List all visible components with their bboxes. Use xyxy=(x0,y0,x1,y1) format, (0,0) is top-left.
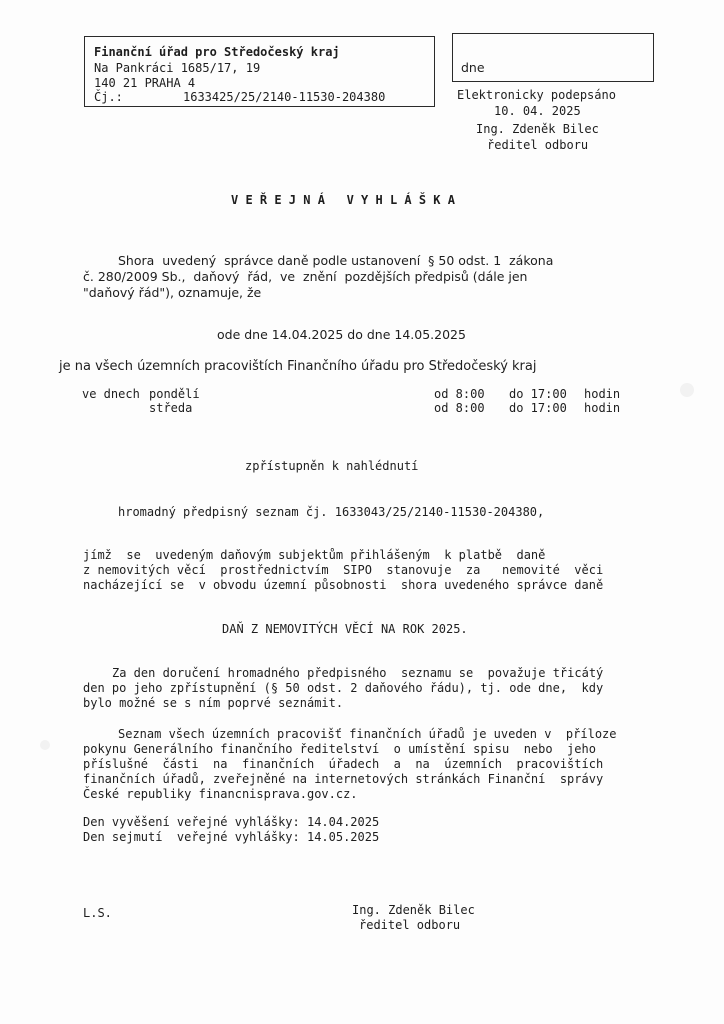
intro-line-2: č. 280/2009 Sb., daňový řád, ve znění pozdějších předpisů (dále jen xyxy=(83,269,528,284)
date-label: dne xyxy=(461,60,485,75)
reference-label: Čj.: xyxy=(94,90,123,104)
intro-line-1: Shora uvedený správce daně podle ustanovení § 50 odst. 1 zákona xyxy=(118,253,554,268)
schedule-to-monday: do 17:00 xyxy=(509,387,567,401)
list-info-line-3: příslušné části na finančních úřadech a na územních pracovištích xyxy=(83,757,604,771)
seal-mark: L.S. xyxy=(83,906,112,920)
schedule-to-wednesday: do 17:00 xyxy=(509,401,567,415)
schedule-unit-wednesday: hodin xyxy=(584,401,621,415)
signed-electronically: Elektronicky podepsáno xyxy=(457,88,616,102)
schedule-unit-monday: hodin xyxy=(584,387,621,401)
availability-period: ode dne 14.04.2025 do dne 14.05.2025 xyxy=(217,327,466,342)
removed-date: Den sejmutí veřejné vyhlášky: 14.05.2025 xyxy=(83,830,380,844)
description-line-2: z nemovitých věcí prostřednictvím SIPO stanovuje za nemovité věci xyxy=(83,563,604,577)
office-street: Na Pankráci 1685/17, 19 xyxy=(94,61,261,75)
scan-spot xyxy=(40,740,50,750)
delivery-line-3: bylo možné se s ním poprvé seznámit. xyxy=(83,696,344,710)
scan-spot xyxy=(680,383,694,397)
intro-line-3: "daňový řád"), oznamuje, že xyxy=(83,285,262,300)
office-city: 140 21 PRAHA 4 xyxy=(94,76,196,90)
list-reference: hromadný předpisný seznam čj. 1633043/25/2140-11530-204380, xyxy=(118,505,545,519)
schedule-from-wednesday: od 8:00 xyxy=(434,401,485,415)
list-info-line-1: Seznam všech územních pracovišť finančních úřadů je uveden v příloze xyxy=(118,727,617,741)
list-info-line-2: pokynu Generálního finančního ředitelství o umístění spisu nebo jeho xyxy=(83,742,596,756)
footer-signer-title: ředitel odboru xyxy=(359,918,461,932)
delivery-line-2: den po jeho zpřístupnění (§ 50 odst. 2 daňového řádu), tj. ode dne, kdy xyxy=(83,681,604,695)
list-info-line-4: finančních úřadů, zveřejněné na internetových stránkách Finanční správy xyxy=(83,772,604,786)
document-title: V E Ř E J N Á V Y H L Á Š K A xyxy=(231,193,455,207)
footer-signer-name: Ing. Zdeněk Bilec xyxy=(352,903,475,917)
tax-heading: DAŇ Z NEMOVITÝCH VĚCÍ NA ROK 2025. xyxy=(222,622,468,636)
delivery-line-1: Za den doručení hromadného předpisného seznamu se považuje třicátý xyxy=(112,666,604,680)
office-name: Finanční úřad pro Středočeský kraj xyxy=(94,45,340,59)
schedule-day-wednesday: středa xyxy=(149,401,193,415)
reference-number: 1633425/25/2140-11530-204380 xyxy=(183,90,386,104)
header-signer-name: Ing. Zdeněk Bilec xyxy=(476,122,599,136)
schedule-from-monday: od 8:00 xyxy=(434,387,485,401)
header-signer-title: ředitel odboru xyxy=(487,138,589,152)
workplaces-line: je na všech územních pracovištích Finančního úřadu pro Středočeský kraj xyxy=(59,359,537,374)
list-info-line-5: České republiky financnisprava.gov.cz. xyxy=(83,787,358,801)
description-line-1: jímž se uvedeným daňovým subjektům přihlášeným k platbě daně xyxy=(83,548,546,562)
signed-date: 10. 04. 2025 xyxy=(494,104,581,118)
schedule-day-monday: pondělí xyxy=(149,387,200,401)
description-line-3: nacházející se v obvodu územní působnosti shora uvedeného správce daně xyxy=(83,578,604,592)
posted-date: Den vyvěšení veřejné vyhlášky: 14.04.2025 xyxy=(83,815,380,829)
made-available-line: zpřístupněn k nahlédnutí xyxy=(245,459,419,473)
schedule-day-prefix: ve dnech xyxy=(82,387,148,401)
